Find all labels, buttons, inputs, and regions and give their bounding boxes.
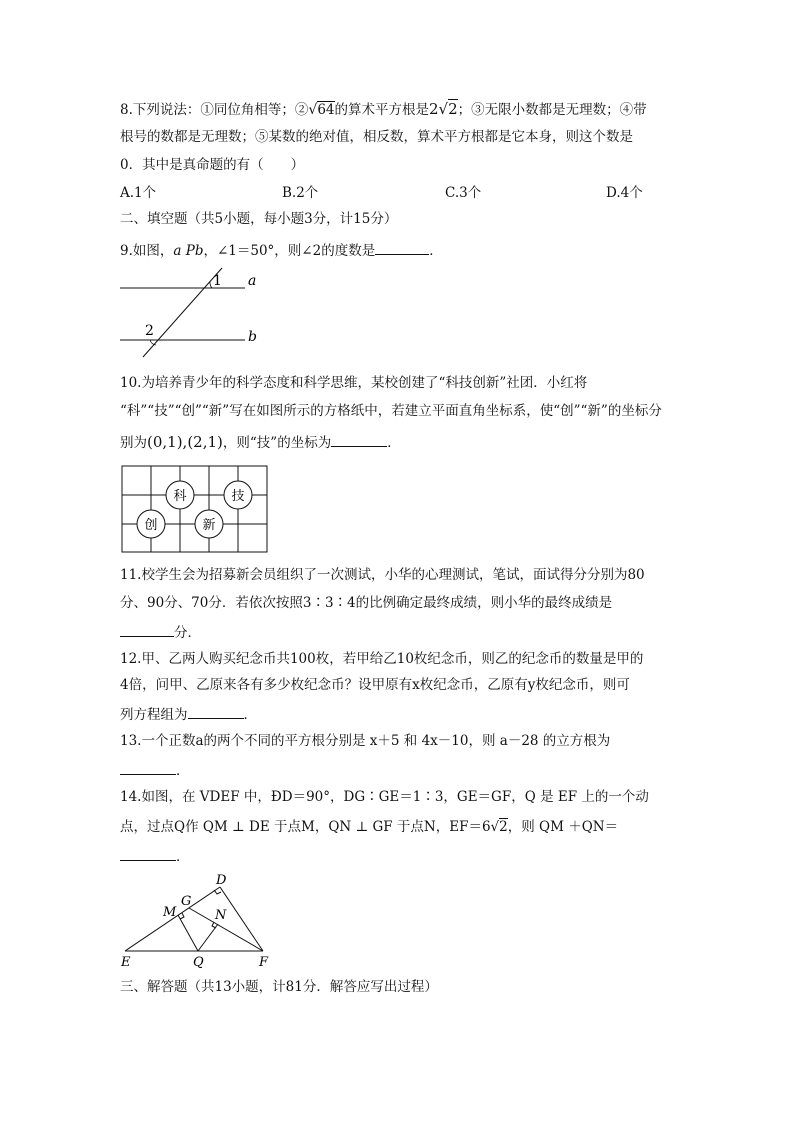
char-xin: 新: [202, 518, 216, 533]
q11-line1: 11.校学生会为招募新会员组织了一次测试，小华的心理测试，笔试，面试得分分别为80: [120, 567, 645, 583]
coef: 2: [429, 100, 439, 118]
side-DF: [220, 887, 263, 951]
two-sqrt2: 2√2: [429, 100, 458, 118]
q14-line1: 14.如图，在 VDEF 中，ÐD＝90°，DG∶GE＝1∶3，GE＝GF，Q 是 EF 上的一个动: [120, 789, 649, 805]
angle1-label: 1: [213, 273, 222, 289]
q8-line1-part-a: 8.下列说法：①同位角相等；②: [120, 102, 309, 118]
char-ji: 技: [231, 489, 245, 504]
section3-heading: 三、解答题（共13小题，计81分．解答应写出过程）: [120, 979, 438, 995]
segment-QM: [178, 915, 198, 951]
q10-line2: “科”“技”“创”“新”写在如图所示的方格纸中，若建立平面直角坐标系，使“创”“新”的坐标分: [120, 403, 662, 419]
q9-parallel: a Pb: [173, 243, 204, 259]
q8-line2: 根号的数都是无理数；⑤某数的绝对值，相反数，算术平方根都是它本身，则这个数是: [120, 129, 633, 145]
q12-end: ．: [243, 707, 257, 723]
label-Q: Q: [193, 955, 204, 970]
q8-option-a: A.1个: [120, 185, 157, 201]
q8-option-c: C.3个: [445, 185, 482, 201]
label-F: F: [259, 955, 269, 970]
right-angle-D: [214, 890, 221, 894]
sqrt64: √64: [308, 102, 335, 118]
q14-line2-a: 点，过点Q作 QM ⊥ DE 于点M，QN ⊥ GF 于点N，EF＝6: [120, 819, 491, 835]
q8-option-d: D.4个: [606, 185, 643, 201]
q8-option-b: B.2个: [282, 185, 319, 201]
q10-line3-a: 别为: [120, 435, 147, 451]
q10-end: ．: [387, 435, 401, 451]
label-E: E: [121, 955, 131, 970]
q14-end: ．: [176, 849, 190, 865]
q14-line2-b: ，则 QM ＋QN＝: [507, 819, 619, 835]
q8-line3: 0．其中是真命题的有（ ）: [120, 157, 305, 173]
q10-line3-b: ，则“技”的坐标为: [222, 435, 332, 451]
q11-line2: 分、90分、70分．若依次按照3∶3∶4的比例确定最终成绩，则小华的最终成绩是: [120, 595, 613, 611]
label-N: N: [215, 908, 227, 923]
angle2-label: 2: [145, 323, 154, 339]
q9-text-a: 9.如图，: [120, 243, 174, 259]
label-M: M: [163, 905, 177, 920]
q14-line2: 点，过点Q作 QM ⊥ DE 于点M，QN ⊥ GF 于点N，EF＝6√2，则 QM ＋QN＝: [120, 819, 619, 835]
sqrt64-inner: 64: [317, 102, 335, 118]
char-ke: 科: [173, 489, 187, 504]
line-a-label: a: [248, 273, 257, 289]
q12-line3-text: 列方程组为: [120, 707, 188, 723]
q11-line3-end: 分．: [174, 625, 201, 641]
q9-end: ．: [429, 243, 443, 259]
char-chuang: 创: [144, 518, 158, 533]
q9-text-b: ，∠1＝50°，则∠2的度数是: [203, 243, 376, 259]
section2-heading: 二、填空题（共5小题，每小题3分，计15分）: [120, 211, 398, 227]
sqrt2-inner: 2: [448, 100, 458, 118]
q10-coords: (0,1),(2,1): [147, 433, 223, 451]
q13-end: ．: [176, 763, 190, 779]
q8-line1-part-c: ；③无限小数都是无理数；④带: [457, 102, 647, 118]
q10-line1: 10.为培养青少年的科学态度和科学思维，某校创建了“科技创新”社团．小红将: [120, 375, 588, 391]
q14-sqrt-inner: 2: [499, 819, 508, 835]
q12-line2: 4倍，问甲、乙原来各有多少枚纪念币？设甲原有x枚纪念币，乙原有y枚纪念币，则可: [120, 677, 630, 693]
label-D: D: [216, 873, 227, 888]
label-G: G: [181, 894, 192, 909]
q12-line1: 12.甲、乙两人购买纪念币共100枚，若甲给乙10枚纪念币，则乙的纪念币的数量是甲的: [120, 651, 644, 667]
q13-line1: 13.一个正数a的两个不同的平方根分别是 x＋5 和 4x－10，则 a－28 的立方根为: [120, 733, 611, 749]
q8-line1-part-b: 的算术平方根是: [334, 102, 429, 118]
line-b-label: b: [248, 329, 257, 345]
